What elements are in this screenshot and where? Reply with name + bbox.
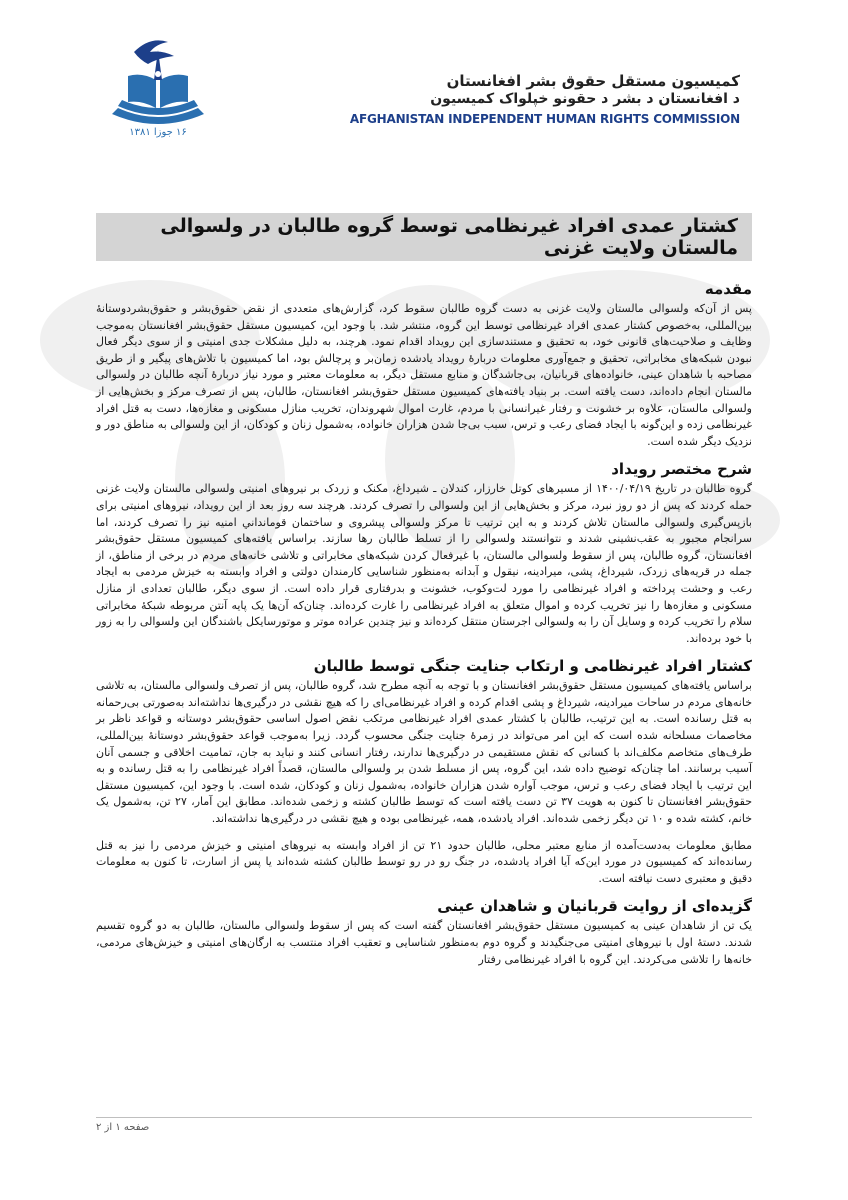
- letterhead: [0, 0, 848, 160]
- section-introduction: [96, 280, 752, 450]
- paragraph: مطابق معلومات به‌دست‌آمده از منابع معتبر محلی، طالبان حدود ۲۱ تن از افراد وابسته به نیروهای امنیتی و خیزش مردمی را نیز به قتل رسانده‌اند که کمیسیون در مورد این‌که آیا افراد یادشده، در جنگ رو در رو توسط طالبان کشته شده‌اند یا پس از اسارت، تا کنون به معلومات دقیق و معتبری دست نیافته است.: [96, 838, 752, 885]
- org-name-english: AFGHANISTAN INDEPENDENT HUMAN RIGHTS COMMISSION: [349, 112, 740, 126]
- document-title-bar: [96, 213, 752, 261]
- logo-date: ۱۶ جوزا ۱۳۸۱: [129, 127, 187, 138]
- paragraph: پس از آن‌که ولسوالی مالستان ولایت غزنی به دست گروه طالبان سقوط کرد، گزارش‌های متعددی از نقض حقوق‌بشر و حقوق‌بشردوستانهٔ بین‌المللی، به‌خصوص کشتار عمدی افراد غیرنظامی توسط این گروه، منتشر شد. با وجود این، کمیسیون مستقل حقوق‌بشر افغانستان به‌موجب وظایف و صلاحیت‌های قانونی خود، به تحقیق و مستندسازی این رویداد اقدام نمود. هرچند، به دلیل مشکلات جدی امنیتی و از سوی دیگر فعال نبودن شبکه‌های مخابراتی، تحقیق و جمع‌آوری معلومات دربارهٔ رویداد یادشده زمان‌بر و پرچالش بود، اما کمیسیون با تلاش‌های پیگیر و از طریق مصاحبه با شاهدان عینی، خانواده‌های قربانیان، بی‌جاشدگان و منابع مستقل دیگر، به معلومات معتبر و مورد نیاز دربارهٔ آنچه طالبان در ولسوالی مالستان انجام داده‌اند، دست یافته است. بر بنیاد یافته‌های کمیسیون مستقل حقوق‌بشر افغانستان، طالبان، پس از تصرف مرکز و بخش‌هایی از ولسوالی مالستان، علاوه بر خشونت و رفتار غیرانسانی با مردم، غارت اموال شهروندان، تخریب منازل مسکونی و مغازه‌ها، دست به قتل افراد غیرنظامی زده و این‌گونه با ایجاد فضای رعب و ترس، سبب بی‌جا شدن هزاران خانواده، به‌شمول زنان و کودکان، از این ولسوالی به مناطق دور و نزدیک دیگر شده است.: [95, 302, 752, 448]
- document-title: کشتار عمدی افراد غیرنظامی توسط گروه طالبان در ولسوالی مالستان ولایت غزنی: [160, 215, 738, 259]
- section-heading: مقدمه: [704, 280, 752, 298]
- section-heading: گزیده‌ای از روایت قربانیان و شاهدان عینی: [437, 897, 752, 916]
- paragraph: گروه طالبان در تاریخ ۱۴۰۰/۰۴/۱۹ از مسیرهای کوتل خارزار، کندلان ـ شیرداغ، مکنک و زردک بر نیروهای امنیتی ولسوالی مالستان ولایت غزنی حمله کردند که پس از دو روز نبرد، مرکز و بخش‌هایی از این ولسوالی را تصرف کردند. هرچند سه روز بعد از این رویداد، نیروهای امنیتی برای بازپس‌گیری ولسوالی مالستان تلاش کردند و به این ترتیب تا مرکز ولسوالی پیشروی و ساختمان قومانداني امنیه نیز را تصرف کردند، اما سرانجام مجبور به عقب‌نشینی شدند و نتوانستند ولسوالی را از تسلط طالبان رها سازند. براساس یافته‌های کمیسیون مستقل حقوق‌بشر افغانستان، گروه طالبان، پس از سقوط ولسوالی مالستان، با غیرفعال کردن شبکه‌های مخابراتی و تلاشی خانه‌های مردم در برخی از مناطق، از جمله در قریه‌های زردک، شیرداغ، پشی، میرادینه، نیقول و آبدانه به‌منظور شناسایی کارمندان دولتی و افراد وابسته به خیزش مردمی به ایجاد رعب و وحشت پرداخته و افراد غیرنظامی را مورد لت‌وکوب، خشونت و بدرفتاری قرار داده است. از سوی دیگر، طالبان تعدادی از منازل مسکونی و مغازه‌ها را نیز تخریب کرده و اموال متعلق به افراد غیرنظامی را غارت کرده‌اند. چنان‌که آن‌ها یک پایه آنتن مربوطه شبکهٔ مخابراتی سلام را تخریب کرده و وسایل آن را به ولسوالی اجرستان منتقل کرده‌اند و نیز چندین عراده موتر و موتورسایکل باشندگان این ولسوالی را به زور با خود برده‌اند.: [96, 482, 752, 645]
- page-number: صفحه ۱ از ۲: [96, 1122, 150, 1133]
- paragraph: یک تن از شاهدان عینی به کمیسیون مستقل حقوق‌بشر افغانستان گفته است که پس از سقوط ولسوالی مالستان، طالبان به دو گروه تقسیم شدند. دستهٔ اول با نیروهای امنیتی می‌جنگیدند و گروه دوم به‌منظور شناسایی و تعقیب افراد منتسب به ارگان‌های امنیتی و خیزش‌های مردمی، خانه‌ها را تلاشی می‌کردند. این گروه با افراد غیرنظامی رفتار: [96, 919, 752, 966]
- section-heading: کشتار افراد غیرنظامی و ارتکاب جنایت جنگی توسط طالبان: [313, 657, 752, 676]
- section-incident-summary: [96, 460, 752, 647]
- org-name-dari: کمیسیون مستقل حقوق بشر افغانستان: [446, 72, 740, 90]
- org-name-pashto: د افغانستان د بشر د حقونو خپلواک کمیسیون: [430, 91, 740, 107]
- section-witness-accounts: [96, 897, 752, 968]
- section-heading: شرح مختصر رویداد: [611, 460, 752, 479]
- paragraph: براساس یافته‌های کمیسیون مستقل حقوق‌بشر افغانستان و با توجه به آنچه مطرح شد، گروه طالبان، پس از تصرف ولسوالی مالستان، به تلاشی خانه‌های مردم در ساحات میرادینه، شیرداغ و پشی اقدام کرده و افراد غیرنظامی‌ای را که هیچ نقشی در درگیری‌ها نداشته‌اند به‌صورتی بی‌رحمانه به قتل رسانده است. به این ترتیب، طالبان با کشتار عمدی افراد غیرنظامی مرتکب نقض اصول اساسی حقوق‌بشر دوستانه و قواعد ناظر بر مخاصمات مسلحانه شده است که این امر می‌تواند در زمرهٔ جنایت جنگی محسوب گردد. زیرا به‌موجب قواعد حقوق‌بشر دوستانهٔ بین‌المللی، طرف‌های متخاصم مکلف‌اند با کسانی که نقش مستقیمی در درگیری‌ها ندارند، رفتار انسانی کنند و نباید به جان، تمامیت اخلاقی و جسمی آنان آسیب برسانند. اما چنان‌که توضیح داده شد، این گروه، پس از مسلط شدن بر ولسوالی مالستان، قصداً افراد غیرنظامی را به قتل رسانده و به این ترتیب با ایجاد فضای رعب و ترس، موجب آواره شدن هزاران خانواده، به‌شمول زنان و کودکان، شده است. با وجود این، کمیسیون مستقل حقوق‌بشر افغانستان تا کنون به هویت ۳۷ تن دست یافته است که توسط طالبان کشته و زخمی شده‌اند. مطابق این آمار، ۲۷ تن، به‌شمول یک خانم، کشته شده و ۱۰ تن دیگر زخمی شده‌اند. افراد یادشده، همه، غیرنظامی بوده و هیچ نقشی در درگیری‌ها نداشته‌اند.: [96, 679, 752, 826]
- document-body: [96, 280, 752, 978]
- organization-name: [350, 72, 740, 126]
- footer-divider: [96, 1117, 752, 1118]
- section-civilian-killings: [96, 657, 752, 887]
